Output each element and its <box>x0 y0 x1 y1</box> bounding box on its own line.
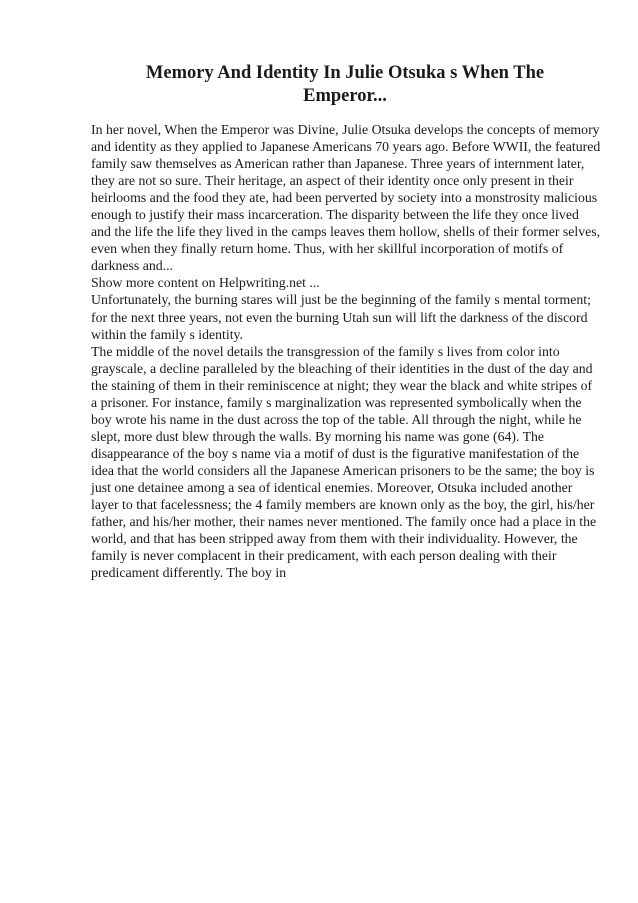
paragraph-middle: The middle of the novel details the transgression of the family s lives from color into grayscale, a decline paralleled by the bleaching of their identities in the dust of the day and the staining of them in their reminiscence at night; they wear the black and white stripes of a prisoner. For instance, family s marginalization was represented symbolically when the boy wrote his name in the dust across the top of the table. All through the night, while he slept, more dust blew through the walls. By morning his name was gone (64). The disappearance of the boy s name via a motif of dust is the figurative manifestation of the idea that the world considers all the Japanese American prisoners to be the same; the boy is just one detainee among a sea of identical enemies. Moreover, Otsuka included another layer to that facelessness; the 4 family members are known only as the boy, the girl, his/her father, and his/her mother, their names never mentioned. The family once had a place in the world, and that has been stripped away from them with their individuality. However, the family is never complacent in their predicament, with each person dealing with their predicament differently. The boy in <box>91 343 597 581</box>
show-more-link[interactable]: Show more content on Helpwriting.net ... <box>91 275 320 291</box>
paragraph-torment: Unfortunately, the burning stares will just be the beginning of the family s mental torment; for the next three years, not even the burning Utah sun will lift the darkness of the discord within the family s identity. <box>91 292 591 342</box>
paragraph-intro: In her novel, When the Emperor was Divine, Julie Otsuka develops the concepts of memory and identity as they applied to Japanese Americans 70 years ago. Before WWII, the featured family saw themselves as American rather than Japanese. Three years of internment later, they are not so sure. Their heritage, an aspect of their identity once only present in their heirlooms and the food they ate, had been perverted by society into a monstrosity malicious enough to justify their mass incarceration. The disparity between the life they once lived and the life the life they lived in the camps leaves them hollow, shells of their former selves, even when they finally return home. Thus, with her skillful incorporation of motifs of darkness and... <box>91 122 601 274</box>
document-title: Memory And Identity In Julie Otsuka s When The Emperor... <box>145 63 545 106</box>
document-body <box>91 121 601 581</box>
